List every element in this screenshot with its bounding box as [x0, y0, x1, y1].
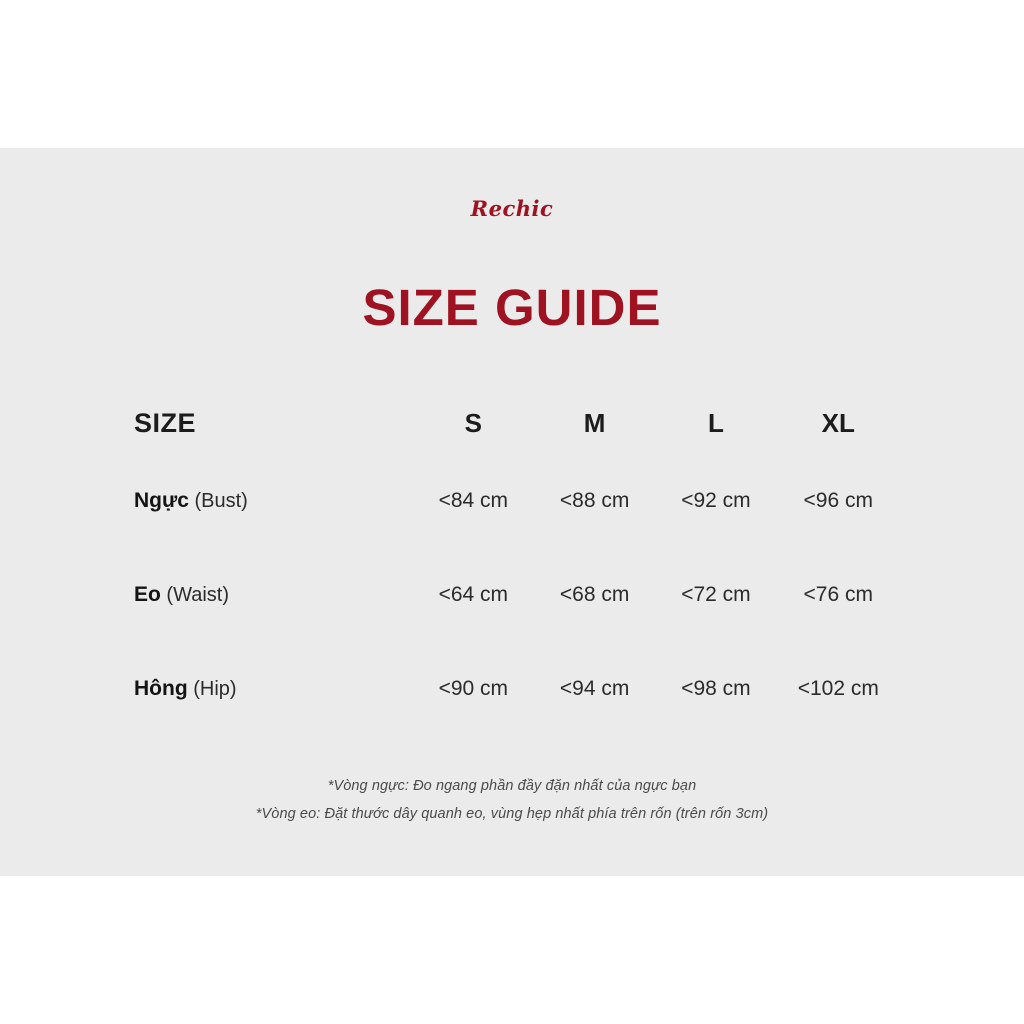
row-label-waist-rest: (Waist) — [166, 584, 229, 606]
cell-waist-s: <64 cm — [438, 583, 509, 606]
table-body — [130, 454, 900, 736]
measurement-notes — [0, 772, 1024, 829]
column-header-xl: XL — [821, 407, 855, 438]
row-label-bust-bold: Ngực — [134, 489, 189, 512]
column-header-s: S — [464, 407, 482, 438]
column-header-size: SIZE — [134, 407, 197, 438]
cell-bust-m: <88 cm — [559, 489, 630, 512]
table-header-row — [130, 392, 900, 454]
cell-hip-m: <94 cm — [559, 677, 630, 700]
table-row — [130, 454, 900, 548]
cell-hip-l: <98 cm — [681, 677, 751, 700]
size-chart-table — [130, 392, 900, 736]
cell-bust-l: <92 cm — [681, 489, 751, 512]
row-label-bust-rest: (Bust) — [194, 490, 248, 512]
column-header-l: L — [707, 407, 724, 438]
page-title: SIZE GUIDE — [362, 279, 662, 336]
cell-waist-xl: <76 cm — [803, 583, 873, 606]
row-label-bust — [130, 454, 413, 548]
row-label-waist — [130, 548, 413, 642]
cell-waist-l: <72 cm — [681, 583, 751, 606]
cell-bust-s: <84 cm — [438, 489, 509, 512]
row-label-hip-rest: (Hip) — [193, 678, 237, 700]
brand-logo: Rechic — [470, 196, 554, 221]
row-label-hip — [130, 642, 413, 736]
cell-bust-xl: <96 cm — [803, 489, 873, 512]
table-header — [130, 392, 900, 454]
cell-waist-m: <68 cm — [559, 583, 630, 606]
column-header-m: M — [583, 407, 606, 438]
row-label-waist-bold: Eo — [134, 583, 161, 606]
note-waist: *Vòng eo: Đặt thước dây quanh eo, vùng hẹp nhất phía trên rốn (trên rốn 3cm) — [255, 806, 769, 823]
cell-hip-xl: <102 cm — [797, 677, 879, 700]
note-bust: *Vòng ngực: Đo ngang phần đầy đặn nhất của ngực bạn — [327, 778, 697, 794]
cell-hip-s: <90 cm — [438, 677, 509, 700]
table-row — [130, 548, 900, 642]
table-row — [130, 642, 900, 736]
row-label-hip-bold: Hông — [134, 677, 188, 700]
